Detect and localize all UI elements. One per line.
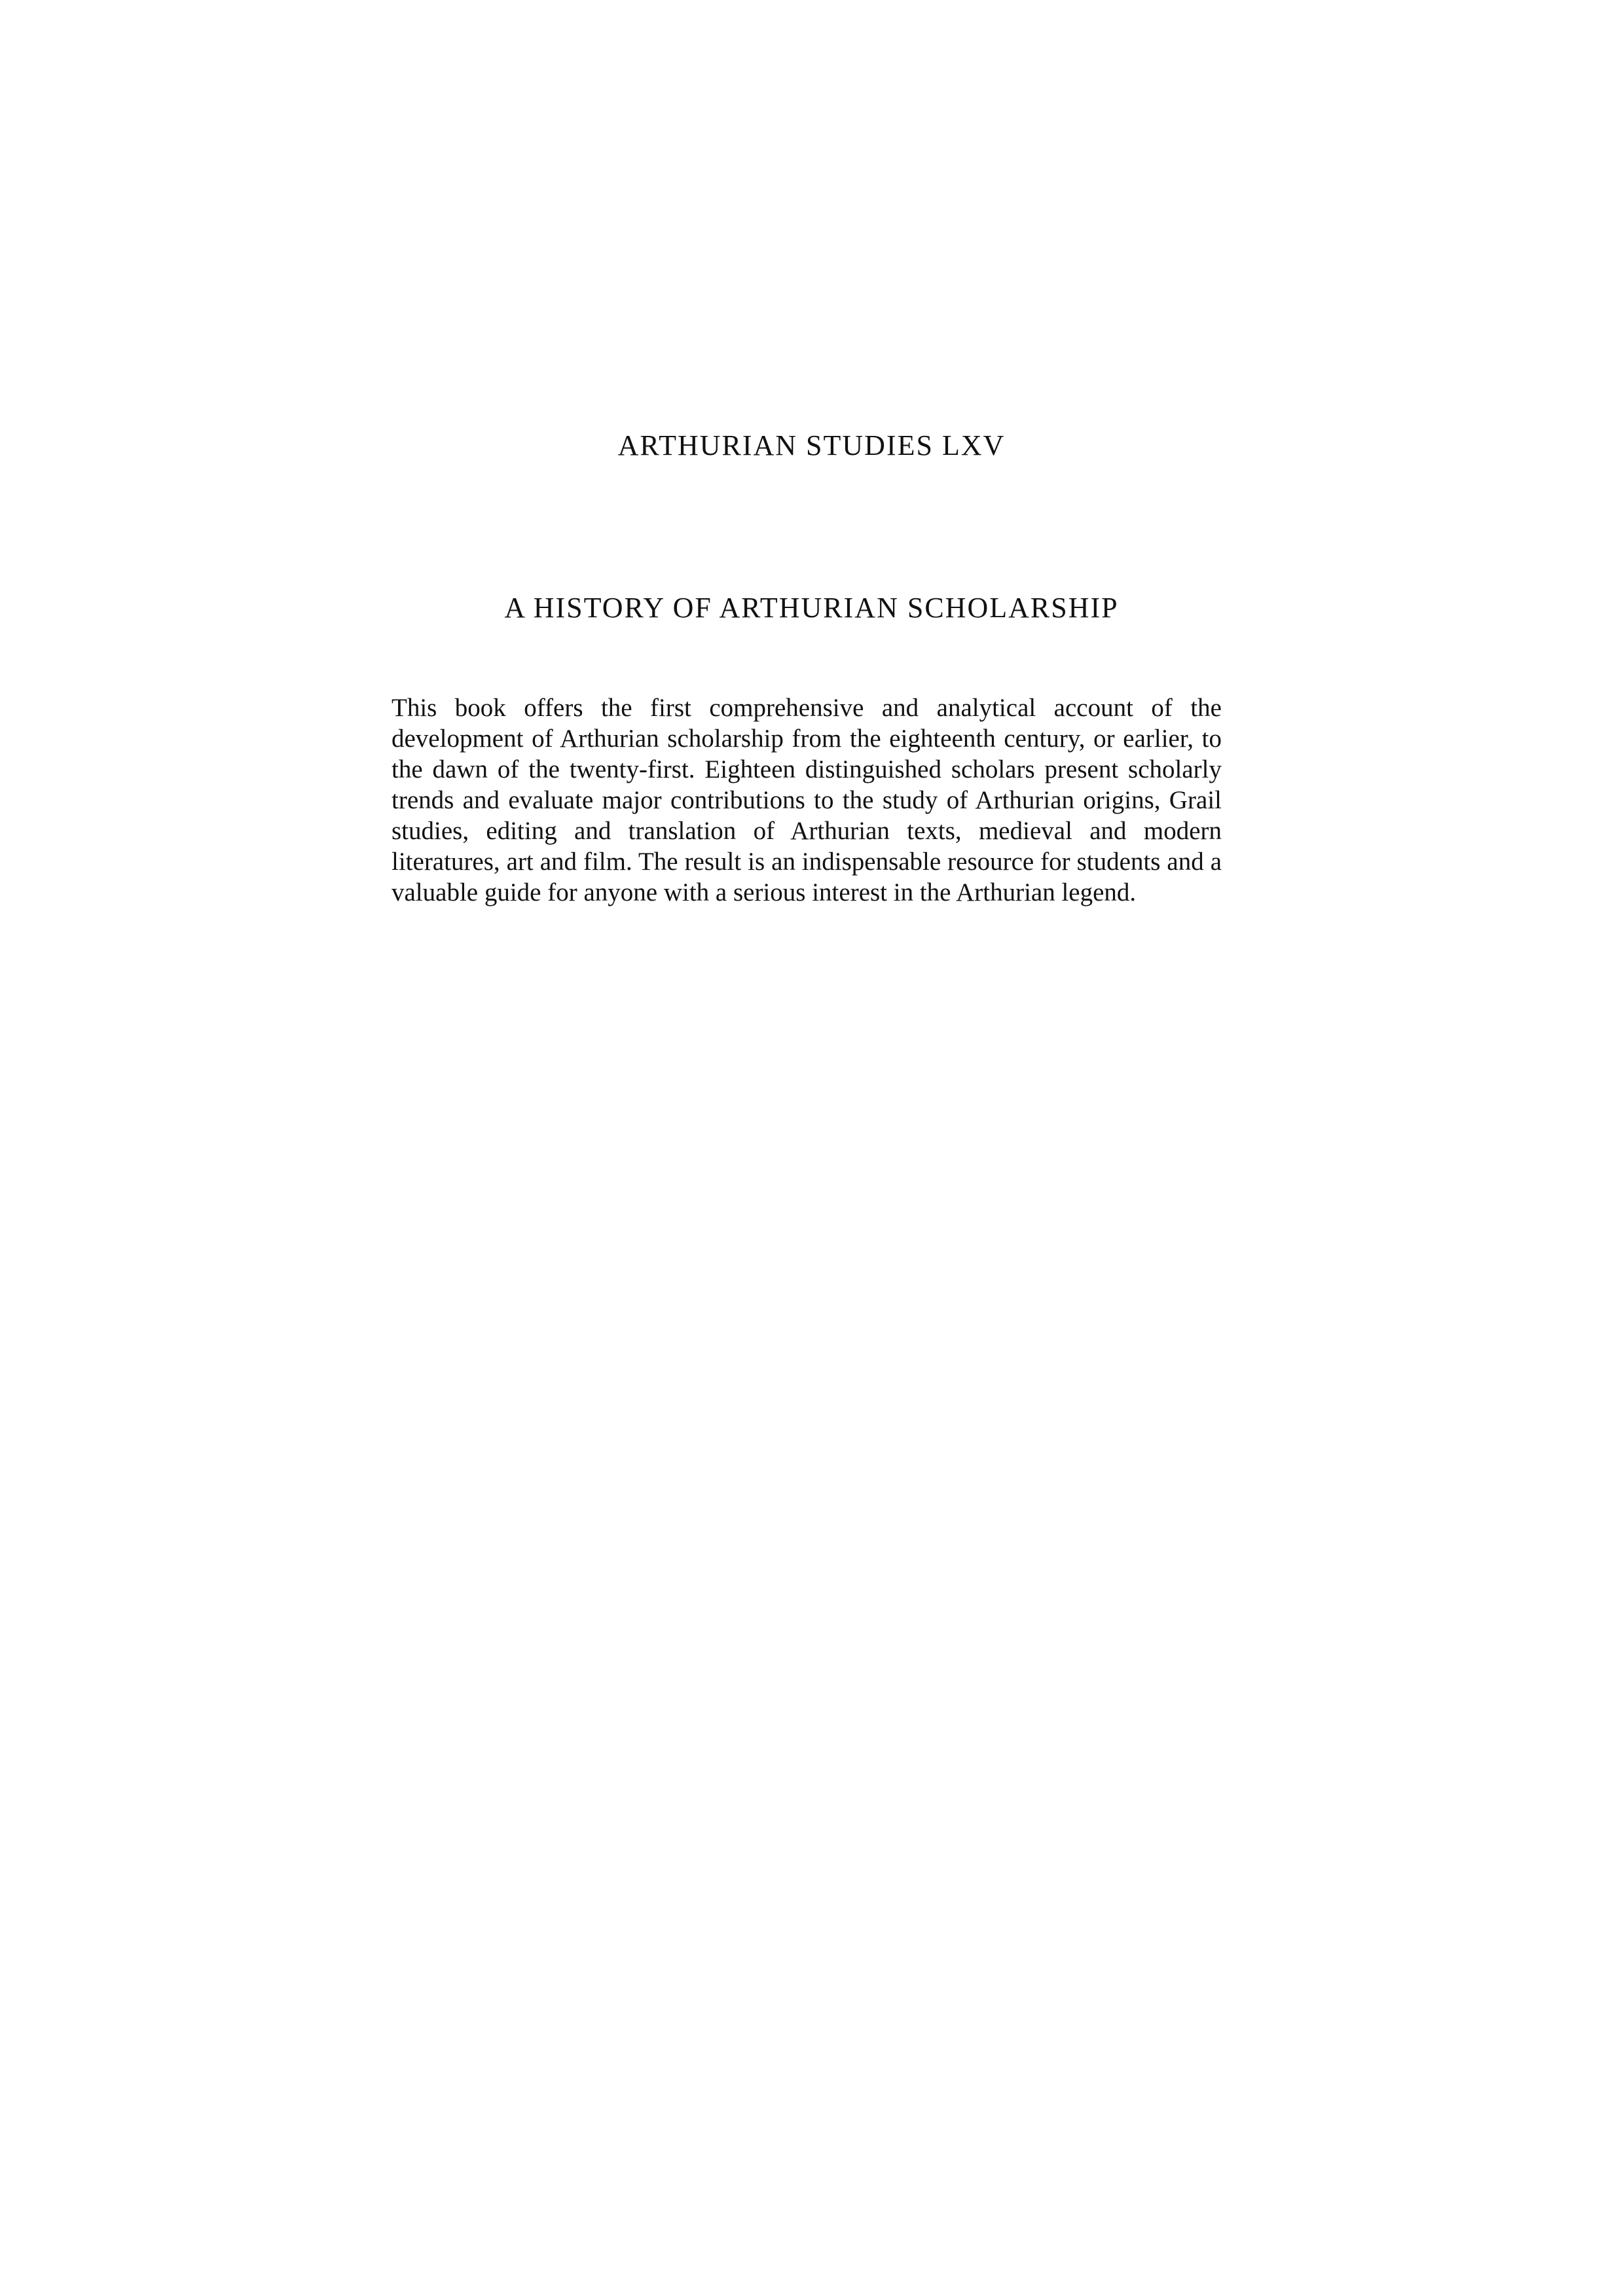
book-title: A HISTORY OF ARTHURIAN SCHOLARSHIP (504, 592, 1119, 624)
series-title: ARTHURIAN STUDIES LXV (617, 429, 1006, 461)
book-description: This book offers the first comprehensive and analytical account of the development of Arthurian scholarship from the eighteenth century, or earlier, to the dawn of the twenty-first. Eighteen distinguished scholars present scholarly trends and evaluate major contributions to the study of Arthurian origins, Grail studies, editing and translation of Arthurian texts, medieval and modern literatures, art and film. The result is an indispensable resource for students and a valuable guide for anyone with a serious interest in the Arthurian legend. (392, 694, 1222, 906)
